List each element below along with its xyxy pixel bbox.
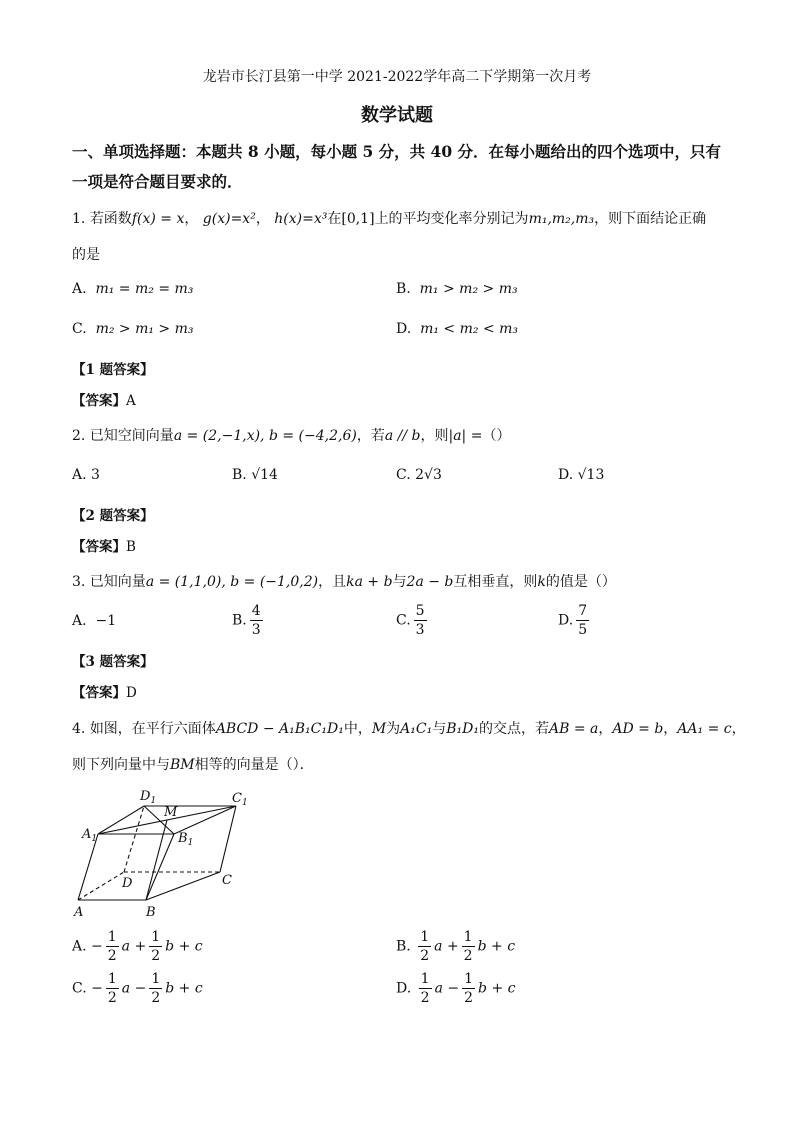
math-expr: M bbox=[371, 721, 387, 737]
question-text: 的交点，若 bbox=[478, 721, 549, 737]
answer-tag: 【1 题答案】 bbox=[72, 362, 154, 378]
question-text: 上的平均变化率分别记为 bbox=[374, 211, 529, 227]
question-text: 在 bbox=[327, 211, 342, 227]
vertex-label-a: A bbox=[74, 905, 84, 920]
math-expr: h(x)=x³ bbox=[274, 211, 328, 227]
question-text: 如图，在平行六面体 bbox=[89, 721, 216, 737]
answer-tag: 【2 题答案】 bbox=[72, 508, 154, 524]
math-expr: m₁,m₂,m₃ bbox=[528, 211, 595, 227]
option-d[interactable]: D. $\frac{1}{2}$ a − $\frac{1}{2}$ b + c bbox=[396, 971, 516, 1006]
option-c[interactable] bbox=[72, 321, 194, 337]
math-expr: A₁C₁ bbox=[400, 721, 433, 737]
vertex-label-c: C bbox=[222, 873, 232, 888]
math-expr: ABCD − A₁B₁C₁D₁ bbox=[215, 721, 344, 737]
question-4-continued: 则下列向量中与BM相等的向量是（）． bbox=[72, 757, 314, 773]
option-expr: m₁ < m₂ < m₃ bbox=[420, 321, 519, 337]
question-text: 中， bbox=[343, 721, 372, 737]
vertex-label-a1: $A_1$ bbox=[82, 827, 98, 844]
answer-line: 【答案】D bbox=[72, 685, 137, 701]
option-d[interactable]: D. $\frac{7}{5}$ bbox=[558, 603, 588, 638]
question-text: 的值是（） bbox=[545, 574, 616, 590]
math-expr: AA₁ = c bbox=[677, 721, 732, 737]
math-expr: 2a − b bbox=[406, 574, 454, 590]
math-expr: AD = b bbox=[612, 721, 664, 737]
question-text: 与 bbox=[392, 574, 407, 590]
option-label: C. bbox=[72, 321, 87, 337]
option-b[interactable]: B. $\frac{1}{2}$ a + $\frac{1}{2}$ b + c bbox=[396, 929, 516, 964]
section-heading: 一、单项选择题：本题共 8 小题，每小题 5 分，共 40 分．在每小题给出的四个选项中，只有一项是符合题目要求的． bbox=[72, 142, 722, 191]
question-text: 已知向量 bbox=[89, 574, 146, 590]
question-2 bbox=[72, 425, 510, 445]
question-3 bbox=[72, 571, 616, 591]
option-b[interactable]: B. √14 bbox=[232, 467, 278, 483]
option-a[interactable] bbox=[72, 281, 193, 297]
answer-value: B bbox=[126, 539, 136, 555]
question-text: 为 bbox=[386, 721, 401, 737]
question-text: ，则 bbox=[420, 428, 449, 444]
question-1-continued: 的是 bbox=[72, 247, 100, 263]
question-1: 1. 若函数f(x) = x， g(x)=x²， h(x)=x³在[0,1]上的平均变化率分别记为m₁,m₂,m₃，则下面结论正确 bbox=[72, 211, 707, 227]
question-number: 4. bbox=[72, 721, 86, 737]
vertex-label-c1: $C_1$ bbox=[232, 791, 248, 808]
option-a[interactable]: A. − $\frac{1}{2}$ a + $\frac{1}{2}$ b + c bbox=[72, 929, 203, 964]
question-number: 2. bbox=[72, 428, 86, 444]
math-expr: B₁D₁ bbox=[446, 721, 479, 737]
option-c[interactable]: C. − $\frac{1}{2}$ a − $\frac{1}{2}$ b + c bbox=[72, 971, 203, 1006]
math-expr: k bbox=[537, 574, 546, 590]
point-label-m: M bbox=[164, 805, 178, 820]
vertex-label-d: D bbox=[122, 876, 133, 891]
question-text: （） bbox=[482, 428, 511, 444]
answer-line: 【答案】B bbox=[72, 539, 136, 555]
option-expr: m₁ = m₂ = m₃ bbox=[95, 281, 194, 297]
question-text: 与 bbox=[432, 721, 447, 737]
option-d[interactable] bbox=[396, 321, 518, 337]
answer-value: D bbox=[126, 685, 137, 701]
option-label: A. bbox=[72, 281, 87, 297]
option-a[interactable]: A. 3 bbox=[72, 467, 100, 483]
question-text: ，若 bbox=[356, 428, 385, 444]
math-expr: g(x)=x² bbox=[202, 211, 256, 227]
question-number: 3. bbox=[72, 574, 86, 590]
option-d[interactable]: D. √13 bbox=[558, 467, 605, 483]
question-text: 若函数 bbox=[89, 211, 132, 227]
question-text: 已知空间向量 bbox=[89, 428, 174, 444]
vertex-label-d1: $D_1$ bbox=[140, 789, 157, 806]
parallelepiped-figure bbox=[74, 786, 248, 920]
math-expr: BM bbox=[170, 757, 195, 773]
answer-tag: 【3 题答案】 bbox=[72, 654, 154, 670]
option-label: B. bbox=[396, 281, 411, 297]
math-expr: ka + b bbox=[346, 574, 393, 590]
option-c[interactable]: C. $\frac{5}{3}$ bbox=[396, 603, 425, 638]
math-expr: [0,1] bbox=[341, 211, 375, 227]
math-expr: AB = a bbox=[548, 721, 599, 737]
exam-subject-title: 数学试题 bbox=[361, 105, 433, 126]
option-expr: m₁ > m₂ > m₃ bbox=[419, 281, 518, 297]
math-expr: a = (2,−1,x), b = (−4,2,6) bbox=[173, 428, 357, 444]
math-expr: f(x) = x bbox=[131, 211, 185, 227]
option-b[interactable]: B. $\frac{4}{3}$ bbox=[232, 603, 261, 638]
question-number: 1. bbox=[72, 211, 86, 227]
exam-header: 龙岩市长汀县第一中学 2021-2022学年高二下学期第一次月考 bbox=[202, 69, 592, 85]
answer-value: A bbox=[126, 393, 136, 409]
question-text: ，则下面结论正确 bbox=[594, 211, 707, 227]
math-expr: |a| = bbox=[448, 428, 483, 444]
question-text: ，且 bbox=[318, 574, 347, 590]
question-4: 4. 如图，在平行六面体ABCD − A₁B₁C₁D₁中，M为A₁C₁与B₁D₁的交点，若AB = a，AD = b，AA₁ = c， bbox=[72, 721, 746, 737]
answer-line: 【答案】A bbox=[72, 393, 136, 409]
math-expr: a = (1,1,0), b = (−1,0,2) bbox=[145, 574, 319, 590]
vertex-label-b1: $B_1$ bbox=[178, 831, 194, 848]
vertex-label-b: B bbox=[146, 905, 156, 920]
option-expr: m₂ > m₁ > m₃ bbox=[95, 321, 194, 337]
question-text: 互相垂直，则 bbox=[453, 574, 538, 590]
option-b[interactable] bbox=[396, 281, 518, 297]
math-expr: a // b bbox=[384, 428, 421, 444]
option-c[interactable]: C. 2√3 bbox=[396, 467, 442, 483]
option-a[interactable]: A. −1 bbox=[72, 613, 117, 629]
option-label: D. bbox=[396, 321, 412, 337]
